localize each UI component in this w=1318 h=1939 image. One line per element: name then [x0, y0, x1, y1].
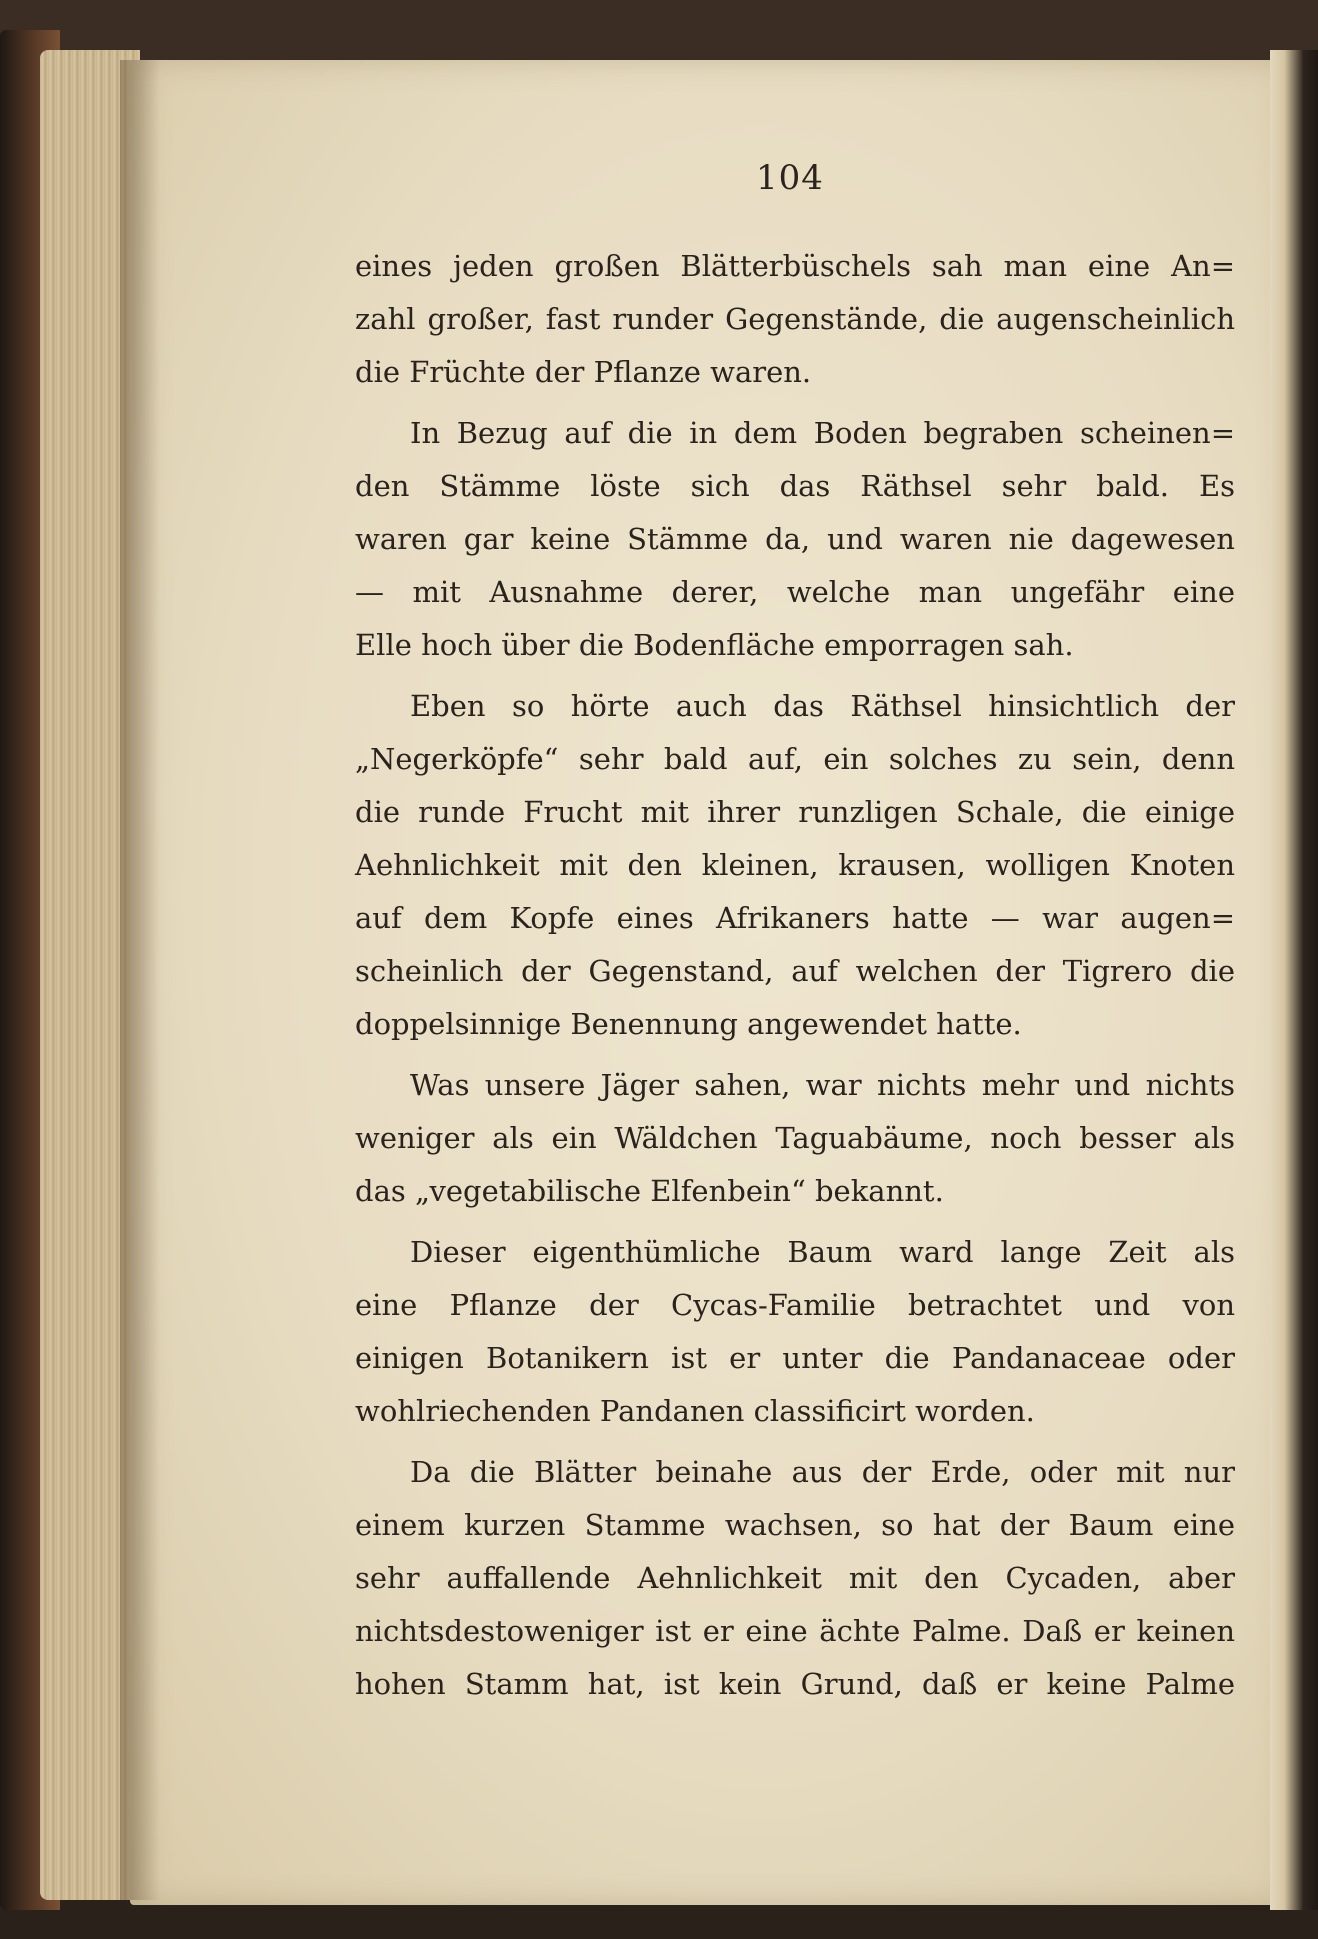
body-text	[355, 240, 1235, 1719]
text-line: die runde Frucht mit ihrer runzligen Schale, die einige	[355, 795, 1235, 829]
paragraph	[355, 1446, 1235, 1711]
paragraph	[355, 1226, 1235, 1438]
paragraph	[355, 240, 1235, 399]
paragraph	[355, 407, 1235, 672]
text-line: In Bezug auf die in dem Boden begraben scheinen=	[410, 416, 1235, 450]
text-line: Elle hoch über die Bodenfläche emporragen sah.	[355, 628, 1074, 662]
text-line: Eben so hörte auch das Räthsel hinsichtlich der	[410, 689, 1235, 723]
paragraph	[355, 680, 1235, 1051]
text-line: nichtsdestoweniger ist er eine ächte Palme. Daß er keinen	[355, 1614, 1235, 1648]
text-line: den Stämme löste sich das Räthsel sehr bald. Es	[355, 469, 1235, 503]
text-line: die Früchte der Pflanze waren.	[355, 355, 812, 389]
text-line: Dieser eigenthümliche Baum ward lange Zeit als	[410, 1235, 1235, 1269]
text-line: weniger als ein Wäldchen Taguabäume, noch besser als	[355, 1121, 1235, 1155]
text-line: auf dem Kopfe eines Afrikaners hatte — war augen=	[355, 901, 1235, 935]
paragraph	[355, 1059, 1235, 1218]
text-line: — mit Ausnahme derer, welche man ungefähr eine	[355, 575, 1235, 609]
text-line: doppelsinnige Benennung angewendet hatte.	[355, 1007, 1022, 1041]
spine-shadow	[120, 60, 160, 1900]
page-number: 104	[756, 158, 824, 198]
text-line: „Negerköpfe“ sehr bald auf, ein solches zu sein, denn	[355, 742, 1235, 776]
text-line: scheinlich der Gegenstand, auf welchen der Tigrero die	[355, 954, 1235, 988]
text-line: eines jeden großen Blätterbüschels sah man eine An=	[355, 249, 1235, 283]
text-line: einigen Botanikern ist er unter die Pandanaceae oder	[355, 1341, 1235, 1375]
text-line: wohlriechenden Pandanen classificirt worden.	[355, 1394, 1035, 1428]
text-line: das „vegetabilische Elfenbein“ bekannt.	[355, 1174, 944, 1208]
text-line: sehr auffallende Aehnlichkeit mit den Cycaden, aber	[355, 1561, 1235, 1595]
text-line: Aehnlichkeit mit den kleinen, krausen, wolligen Knoten	[355, 848, 1235, 882]
text-line: Was unsere Jäger sahen, war nichts mehr und nichts	[410, 1068, 1235, 1102]
text-line: waren gar keine Stämme da, und waren nie dagewesen	[355, 522, 1235, 556]
text-line: hohen Stamm hat, ist kein Grund, daß er keine Palme	[355, 1667, 1235, 1701]
text-line: zahl großer, fast runder Gegenstände, die augenscheinlich	[355, 302, 1235, 336]
right-page-edge	[1270, 50, 1318, 1910]
text-line: Da die Blätter beinahe aus der Erde, oder mit nur	[410, 1455, 1235, 1489]
text-line: eine Pflanze der Cycas-Familie betrachtet und von	[355, 1288, 1235, 1322]
text-line: einem kurzen Stamme wachsen, so hat der Baum eine	[355, 1508, 1235, 1542]
